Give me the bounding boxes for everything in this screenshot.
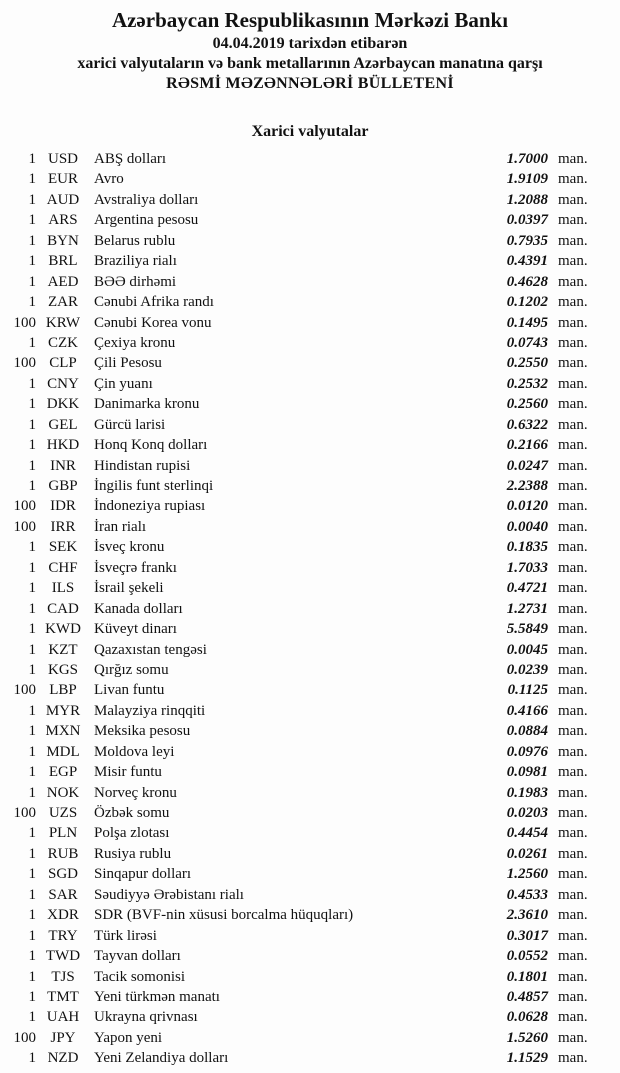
currency-name: Meksika pesosu — [94, 723, 191, 740]
currency-unit: man. — [558, 600, 588, 617]
currency-code: KWD — [45, 621, 81, 638]
currency-rate: 0.0552 — [506, 948, 548, 965]
currency-quantity: 1 — [28, 151, 36, 167]
currency-name: Qırğız somu — [94, 661, 169, 678]
currency-unit: man. — [558, 232, 588, 249]
currency-name: BƏƏ dirhəmi — [94, 273, 177, 290]
currency-rate: 2.2388 — [506, 478, 548, 494]
currency-row — [6, 415, 598, 435]
currency-row — [6, 823, 598, 843]
bulletin-title: RƏSMİ MƏZƏNNƏLƏRİ BÜLLETENİ — [166, 75, 454, 92]
currency-quantity: 1 — [28, 253, 36, 270]
currency-code: EUR — [48, 171, 78, 188]
currency-unit: man. — [558, 498, 588, 515]
currency-rate: 1.5260 — [506, 1029, 548, 1046]
currency-rate: 2.3610 — [506, 907, 548, 924]
currency-quantity: 1 — [28, 212, 36, 229]
currency-code: EGP — [48, 764, 78, 781]
currency-name: Rusiya rublu — [94, 845, 172, 862]
currency-code: JPY — [50, 1029, 76, 1046]
currency-name: İsrail şekeli — [94, 580, 164, 597]
currency-rate: 0.0045 — [506, 641, 548, 658]
currency-code: SEK — [48, 539, 78, 556]
currency-row — [6, 231, 598, 251]
currency-rate: 0.0040 — [506, 518, 548, 535]
currency-quantity: 1 — [28, 764, 36, 781]
currency-row — [6, 660, 598, 680]
currency-name: Hindistan rupisi — [94, 457, 191, 474]
currency-code: NOK — [46, 784, 80, 801]
currency-quantity: 1 — [28, 661, 36, 678]
currency-row — [6, 169, 598, 189]
currency-quantity: 1 — [28, 416, 36, 433]
currency-rate: 0.4391 — [506, 253, 548, 270]
currency-rate: 0.0981 — [506, 764, 548, 781]
currency-row — [6, 149, 598, 169]
currency-name: Özbək somu — [94, 805, 170, 821]
currency-name: Avstraliya dolları — [94, 191, 199, 208]
currency-code: IDR — [50, 498, 76, 515]
effective-date-line: 04.04.2019 tarixdən etibarən — [212, 35, 408, 52]
currency-name: Belarus rublu — [94, 232, 176, 249]
currency-code: IRR — [50, 518, 76, 535]
currency-quantity: 1 — [28, 539, 36, 556]
currency-name: Çili Pesosu — [94, 355, 162, 372]
currency-rate: 0.2166 — [506, 437, 548, 454]
currency-row — [6, 272, 598, 292]
currency-unit: man. — [558, 253, 588, 270]
currency-quantity: 1 — [28, 478, 36, 494]
currency-quantity: 1 — [28, 1050, 36, 1067]
currency-row — [6, 190, 598, 210]
currency-row — [6, 292, 598, 312]
currency-unit: man. — [558, 866, 588, 883]
currency-quantity: 100 — [13, 805, 36, 821]
currency-rate: 0.3017 — [506, 927, 548, 944]
currency-code: SAR — [48, 886, 78, 903]
currency-code: LBP — [49, 682, 77, 699]
currency-unit: man. — [558, 416, 588, 433]
currency-row — [6, 333, 598, 353]
document-header — [0, 0, 620, 94]
currency-code: XDR — [47, 907, 79, 924]
currency-rate: 0.4628 — [506, 273, 548, 290]
currency-name: Yeni Zelandiya dolları — [94, 1050, 229, 1067]
currency-name: Gürcü larisi — [94, 416, 166, 433]
currency-code: BYN — [47, 232, 79, 249]
currency-rate: 0.0743 — [506, 334, 548, 351]
currency-name: Ukrayna qrivnası — [94, 1009, 198, 1026]
currency-quantity: 1 — [28, 232, 36, 249]
currency-code: TJS — [51, 968, 75, 985]
currency-rate: 0.1125 — [507, 682, 548, 699]
currency-row — [6, 517, 598, 537]
currency-name: Moldova leyi — [94, 743, 175, 760]
currency-quantity: 1 — [28, 825, 36, 842]
currency-quantity: 1 — [28, 457, 36, 474]
currency-name: Tayvan dolları — [94, 948, 181, 965]
currency-code: UZS — [48, 805, 78, 821]
currency-unit: man. — [558, 661, 588, 678]
currency-unit: man. — [558, 927, 588, 944]
currency-code: TMT — [47, 988, 79, 1005]
currency-rate: 0.4166 — [506, 702, 548, 719]
currency-quantity: 1 — [28, 845, 36, 862]
currency-row — [6, 967, 598, 987]
currency-unit: man. — [558, 518, 588, 535]
currency-rate: 0.1983 — [506, 784, 548, 801]
currency-unit: man. — [558, 314, 588, 331]
currency-quantity: 1 — [28, 948, 36, 965]
currency-quantity: 1 — [28, 886, 36, 903]
currency-rate: 1.2088 — [506, 191, 548, 208]
currency-quantity: 1 — [28, 191, 36, 208]
currency-name: Yeni türkmən manatı — [94, 988, 220, 1005]
currency-name: Cənubi Afrika randı — [94, 294, 214, 311]
currency-quantity: 1 — [28, 334, 36, 351]
currency-quantity: 100 — [13, 518, 36, 535]
currency-quantity: 1 — [28, 702, 36, 719]
currency-unit: man. — [558, 212, 588, 229]
currency-rate: 0.1801 — [506, 968, 548, 985]
currency-row — [6, 762, 598, 782]
currency-rate: 0.4533 — [506, 886, 548, 903]
currency-rate: 0.6322 — [506, 416, 548, 433]
currency-row — [6, 946, 598, 966]
currency-code: CAD — [47, 600, 79, 617]
bank-title: Azərbaycan Respublikasının Mərkəzi Bankı — [111, 8, 509, 32]
currency-row — [6, 742, 598, 762]
currency-code: KZT — [48, 641, 78, 658]
currency-rate-table — [0, 147, 620, 1069]
currency-unit: man. — [558, 682, 588, 699]
currency-row — [6, 680, 598, 700]
document-subtitle: xarici valyutaların və bank metallarının Azərbaycan manatına qarşı — [77, 55, 543, 72]
currency-unit: man. — [558, 580, 588, 597]
currency-rate: 0.0203 — [506, 805, 548, 821]
currency-unit: man. — [558, 375, 588, 392]
currency-rate: 1.1529 — [506, 1050, 548, 1067]
currency-unit: man. — [558, 396, 588, 413]
currency-row — [6, 210, 598, 230]
currency-row — [6, 701, 598, 721]
currency-unit: man. — [558, 478, 588, 494]
currency-rate: 0.2532 — [506, 375, 548, 392]
currency-quantity: 1 — [28, 968, 36, 985]
currency-unit: man. — [558, 273, 588, 290]
currency-row — [6, 987, 598, 1007]
currency-code: RUB — [47, 845, 79, 862]
currency-row — [6, 476, 598, 496]
currency-unit: man. — [558, 334, 588, 351]
currency-unit: man. — [558, 764, 588, 781]
currency-quantity: 1 — [28, 988, 36, 1005]
currency-unit: man. — [558, 191, 588, 208]
currency-row — [6, 885, 598, 905]
currency-name: SDR (BVF-nin xüsusi borcalma hüquqları) — [94, 907, 354, 924]
currency-code: AED — [47, 273, 79, 290]
currency-name: İsveçrə frankı — [94, 559, 177, 576]
currency-rate: 0.4454 — [506, 825, 548, 842]
currency-quantity: 1 — [28, 866, 36, 883]
currency-name: Norveç kronu — [94, 784, 177, 801]
currency-quantity: 1 — [28, 396, 36, 413]
currency-rate: 0.1835 — [506, 539, 548, 556]
currency-quantity: 100 — [13, 498, 36, 515]
currency-name: Honq Konq dolları — [94, 437, 208, 454]
currency-name: Qazaxıstan tengəsi — [94, 641, 207, 658]
currency-code: GBP — [48, 478, 78, 494]
currency-rate: 0.0239 — [506, 661, 548, 678]
currency-name: Livan funtu — [94, 682, 165, 699]
currency-code: CNY — [47, 375, 79, 392]
currency-unit: man. — [558, 886, 588, 903]
currency-rate: 1.7033 — [506, 559, 548, 576]
currency-name: Çin yuanı — [94, 375, 153, 392]
currency-quantity: 1 — [28, 437, 36, 454]
currency-code: GEL — [48, 416, 78, 433]
currency-quantity: 1 — [28, 621, 36, 638]
currency-unit: man. — [558, 294, 588, 311]
currency-row — [6, 599, 598, 619]
currency-rate: 0.1495 — [506, 314, 548, 331]
currency-row — [6, 456, 598, 476]
currency-name: ABŞ dolları — [94, 151, 167, 167]
currency-quantity: 1 — [28, 723, 36, 740]
currency-quantity: 100 — [13, 1029, 36, 1046]
currency-row — [6, 313, 598, 333]
currency-unit: man. — [558, 784, 588, 801]
currency-name: Argentina pesosu — [94, 212, 199, 229]
currency-unit: man. — [558, 702, 588, 719]
currency-unit: man. — [558, 621, 588, 638]
currency-name: Yapon yeni — [94, 1029, 163, 1046]
currency-rate: 0.0397 — [506, 212, 548, 229]
currency-rate: 0.0976 — [506, 743, 548, 760]
currency-name: Türk lirəsi — [94, 927, 157, 944]
currency-name: Sinqapur dolları — [94, 866, 192, 883]
currency-unit: man. — [558, 1029, 588, 1046]
currency-name: Küveyt dinarı — [94, 621, 177, 638]
currency-row — [6, 926, 598, 946]
currency-rate: 0.2550 — [506, 355, 548, 372]
currency-rate: 0.0884 — [506, 723, 548, 740]
currency-code: KGS — [47, 661, 78, 678]
currency-row — [6, 537, 598, 557]
currency-code: PLN — [48, 825, 78, 842]
currency-quantity: 1 — [28, 294, 36, 311]
currency-quantity: 1 — [28, 171, 36, 188]
currency-name: Tacik somonisi — [94, 968, 186, 985]
currency-code: AUD — [46, 191, 80, 208]
currency-rate: 0.0120 — [506, 498, 548, 515]
currency-quantity: 100 — [13, 355, 36, 372]
currency-unit: man. — [558, 1050, 588, 1067]
currency-quantity: 1 — [28, 600, 36, 617]
currency-unit: man. — [558, 539, 588, 556]
currency-rate: 0.0247 — [506, 457, 548, 474]
currency-row — [6, 394, 598, 414]
currency-unit: man. — [558, 641, 588, 658]
currency-code: CHF — [48, 559, 78, 576]
currency-row — [6, 1007, 598, 1027]
currency-row — [6, 640, 598, 660]
currency-name: Avro — [94, 171, 124, 188]
currency-name: Danimarka kronu — [94, 396, 200, 413]
currency-code: SGD — [47, 866, 78, 883]
currency-code: TWD — [45, 948, 81, 965]
currency-quantity: 1 — [28, 641, 36, 658]
currency-unit: man. — [558, 845, 588, 862]
currency-row — [6, 1048, 598, 1068]
currency-unit: man. — [558, 805, 588, 821]
currency-unit: man. — [558, 825, 588, 842]
currency-unit: man. — [558, 723, 588, 740]
currency-unit: man. — [558, 559, 588, 576]
currency-code: KRW — [45, 314, 81, 331]
currency-rate: 0.4721 — [506, 580, 548, 597]
currency-code: HKD — [46, 437, 80, 454]
currency-name: İsveç kronu — [94, 539, 165, 556]
currency-row — [6, 783, 598, 803]
currency-rate: 0.0261 — [506, 845, 548, 862]
currency-name: Kanada dolları — [94, 600, 183, 617]
currency-quantity: 100 — [13, 682, 36, 699]
currency-code: ARS — [48, 212, 78, 229]
currency-unit: man. — [558, 743, 588, 760]
currency-code: MDL — [46, 743, 80, 760]
currency-code: CLP — [49, 355, 77, 372]
currency-rate: 1.7000 — [506, 151, 548, 167]
currency-unit: man. — [558, 1009, 588, 1026]
currency-quantity: 1 — [28, 907, 36, 924]
currency-name: Cənubi Korea vonu — [94, 314, 212, 331]
currency-name: İngilis funt sterlinqi — [94, 478, 214, 494]
currency-quantity: 1 — [28, 375, 36, 392]
currency-rate: 0.2560 — [506, 396, 548, 413]
currency-row — [6, 1028, 598, 1048]
currency-code: ILS — [51, 580, 75, 597]
currency-row — [6, 374, 598, 394]
currency-row — [6, 844, 598, 864]
currency-row — [6, 496, 598, 516]
currency-name: İndoneziya rupiası — [94, 498, 206, 515]
currency-rate: 5.5849 — [506, 621, 548, 638]
currency-quantity: 1 — [28, 784, 36, 801]
currency-quantity: 1 — [28, 927, 36, 944]
currency-quantity: 100 — [13, 314, 36, 331]
currency-code: USD — [47, 151, 78, 167]
currency-row — [6, 251, 598, 271]
currency-unit: man. — [558, 151, 588, 167]
currency-name: Malayziya rinqqiti — [94, 702, 206, 719]
currency-unit: man. — [558, 988, 588, 1005]
currency-name: Polşa zlotası — [94, 825, 170, 842]
currency-unit: man. — [558, 907, 588, 924]
currency-unit: man. — [558, 437, 588, 454]
currency-row — [6, 619, 598, 639]
currency-rate: 1.2560 — [506, 866, 548, 883]
currency-code: MYR — [45, 702, 81, 719]
currency-unit: man. — [558, 968, 588, 985]
currency-row — [6, 353, 598, 373]
currency-name: Braziliya rialı — [94, 253, 177, 270]
currency-row — [6, 435, 598, 455]
currency-code: TRY — [48, 927, 78, 944]
currency-rate: 1.2731 — [506, 600, 548, 617]
currency-rate: 0.0628 — [506, 1009, 548, 1026]
currency-rate: 0.1202 — [506, 294, 548, 311]
currency-code: INR — [50, 457, 76, 474]
currency-unit: man. — [558, 948, 588, 965]
currency-rate: 0.7935 — [506, 232, 548, 249]
currency-row — [6, 905, 598, 925]
currency-code: DKK — [46, 396, 80, 413]
currency-quantity: 1 — [28, 1009, 36, 1026]
currency-rate: 1.9109 — [506, 171, 548, 188]
currency-code: BRL — [48, 253, 78, 270]
currency-row — [6, 721, 598, 741]
currency-code: UAH — [46, 1009, 80, 1026]
currency-unit: man. — [558, 355, 588, 372]
currency-quantity: 1 — [28, 743, 36, 760]
currency-quantity: 1 — [28, 273, 36, 290]
currency-rate: 0.4857 — [506, 988, 548, 1005]
currency-name: Misir funtu — [94, 764, 162, 781]
currency-code: NZD — [47, 1050, 79, 1067]
currency-unit: man. — [558, 171, 588, 188]
currency-name: Çexiya kronu — [94, 334, 176, 351]
currency-name: Səudiyyə Ərəbistanı rialı — [94, 886, 244, 903]
currency-unit: man. — [558, 457, 588, 474]
currency-code: CZK — [48, 334, 78, 351]
section-title-foreign-currencies: Xarici valyutalar — [251, 123, 369, 140]
currency-row — [6, 803, 598, 823]
currency-quantity: 1 — [28, 580, 36, 597]
currency-row — [6, 558, 598, 578]
currency-code: MXN — [45, 723, 81, 740]
currency-name: İran rialı — [94, 518, 147, 535]
currency-row — [6, 864, 598, 884]
currency-code: ZAR — [48, 294, 78, 311]
currency-row — [6, 578, 598, 598]
currency-quantity: 1 — [28, 559, 36, 576]
